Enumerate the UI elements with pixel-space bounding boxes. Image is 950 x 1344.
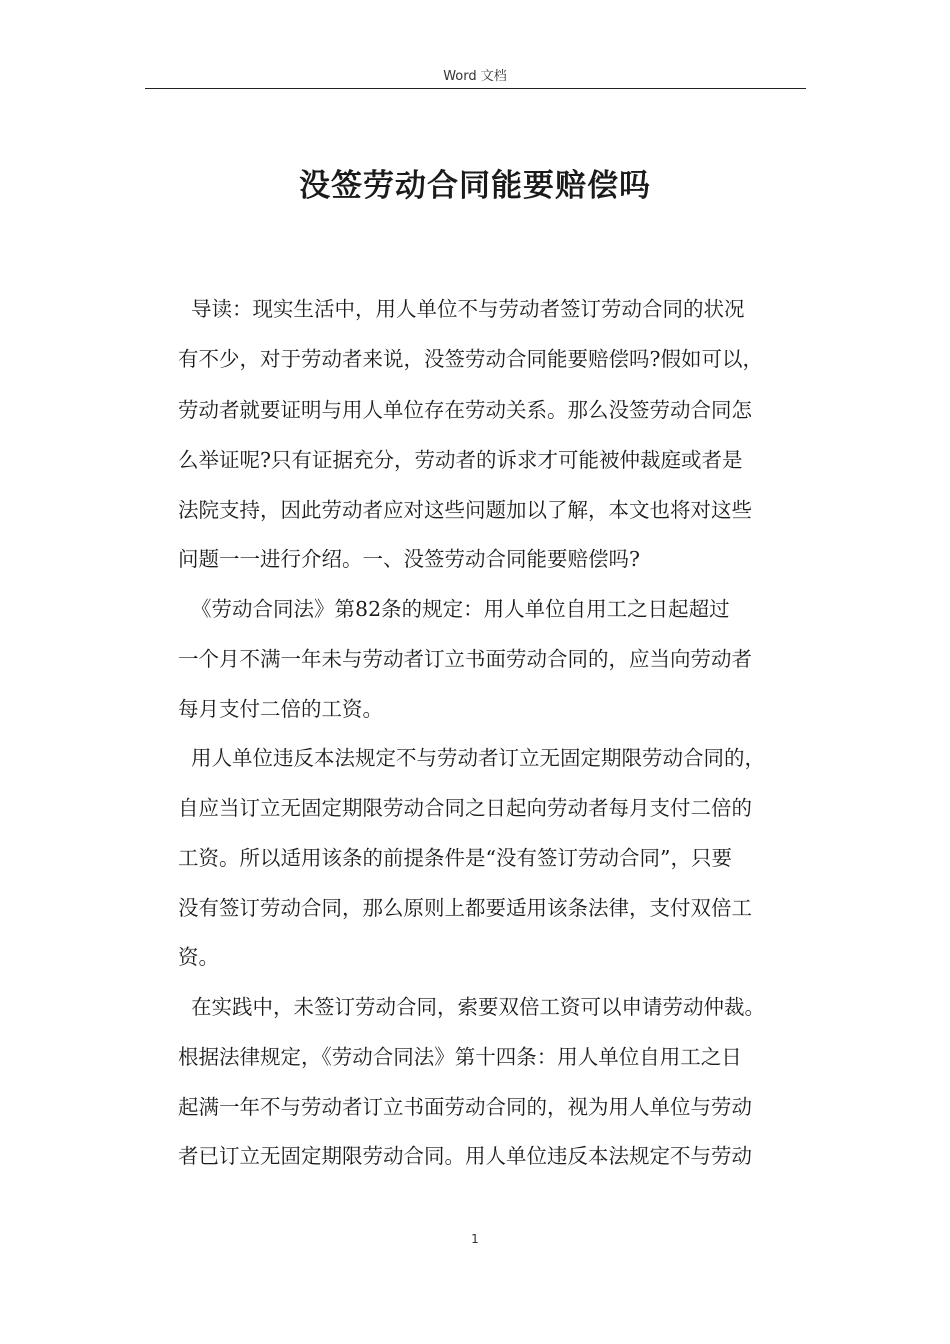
body-line: 么举证呢?只有证据充分，劳动者的诉求才可能被仲裁庭或者是 [178, 448, 743, 472]
body-line: 自应当订立无固定期限劳动合同之日起向劳动者每月支付二倍的 [178, 796, 752, 820]
body-line: 起满一年不与劳动者订立书面劳动合同的，视为用人单位与劳动 [178, 1095, 752, 1119]
body-line: 工资。所以适用该条的前提条件是“没有签订劳动合同”，只要 [178, 846, 732, 870]
body-line: 用人单位违反本法规定不与劳动者订立无固定期限劳动合同的， [178, 746, 766, 770]
body-line: 根据法律规定，《劳动合同法》第十四条：用人单位自用工之日 [178, 1045, 742, 1069]
body-line: 问题一一进行介绍。一、没签劳动合同能要赔偿吗? [178, 547, 640, 571]
document-title: 没签劳动合同能要赔偿吗 [299, 168, 651, 204]
body-line: 《劳动合同法》第82条的规定：用人单位自用工之日起超过 [178, 597, 730, 621]
body-line: 一个月不满一年未与劳动者订立书面劳动合同的，应当向劳动者 [178, 647, 752, 671]
body-line: 资。 [178, 945, 219, 969]
body-line: 每月支付二倍的工资。 [178, 697, 383, 721]
body-line: 在实践中，未签订劳动合同，索要双倍工资可以申请劳动仲裁。 [178, 995, 766, 1019]
body-line: 法院支持，因此劳动者应对这些问题加以了解，本文也将对这些 [178, 498, 752, 522]
header-label: Word 文档 [443, 69, 507, 84]
body-line: 者已订立无固定期限劳动合同。用人单位违反本法规定不与劳动 [178, 1144, 752, 1168]
body-line: 有不少，对于劳动者来说，没签劳动合同能要赔偿吗?假如可以， [178, 347, 763, 371]
body-line: 没有签订劳动合同，那么原则上都要适用该条法律，支付双倍工 [178, 896, 752, 920]
page-number: 1 [471, 1232, 479, 1246]
body-line: 劳动者就要证明与用人单位存在劳动关系。那么没签劳动合同怎 [178, 398, 752, 422]
body-line: 导读：现实生活中，用人单位不与劳动者签订劳动合同的状况 [178, 297, 745, 321]
header-divider [145, 88, 806, 89]
